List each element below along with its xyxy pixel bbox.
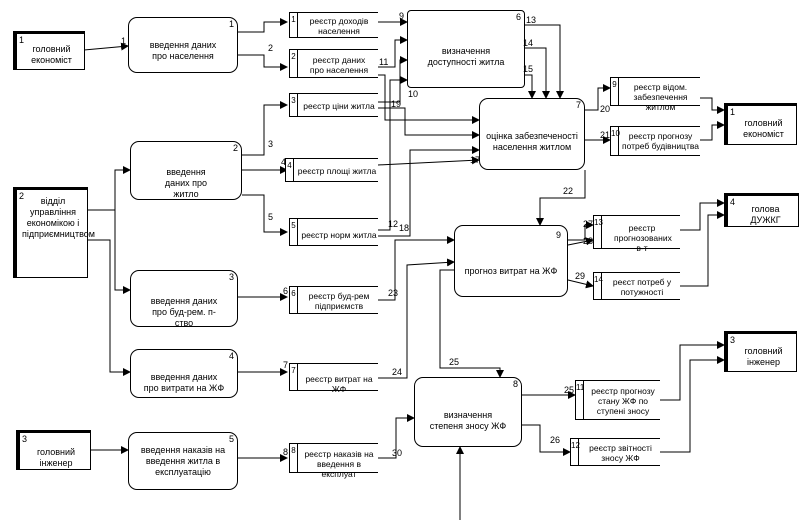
- flow-24: [378, 262, 454, 378]
- flow-dept-p3: [88, 210, 130, 290]
- store-9: 9 реєстр відом. забезпечення житлом: [610, 77, 700, 106]
- store-6: 6 реєстр буд-рем підприємств: [289, 286, 378, 314]
- store-5: 5 реєстр норм житла: [289, 218, 378, 246]
- external-entity-chief-economist-top: 1 головний економіст: [13, 31, 85, 70]
- store-1: 1 реєстр доходів населення: [289, 12, 378, 38]
- flow-dept-p4: [88, 240, 130, 372]
- flow-label-6: 6: [283, 286, 289, 296]
- store-12: 12 реєстр звітності зносу ЖФ: [570, 438, 660, 466]
- flow-s10-econ: [700, 125, 724, 140]
- store-4: 4 реєстр площі житла: [285, 158, 378, 182]
- store-8: 8 реєстр наказів на введення в експлуат: [289, 443, 378, 473]
- flow-label-25-upper: 25: [449, 357, 460, 367]
- flow-label-3: 3: [268, 139, 274, 149]
- flow-s12-eng: [660, 360, 724, 452]
- flow-label-9: 9: [399, 11, 405, 21]
- flow-2: [238, 55, 287, 67]
- flow-17: [378, 160, 479, 165]
- process-9: 9 прогноз витрат на ЖФ: [454, 225, 568, 297]
- process-1: 1 введення даних про населення: [128, 17, 238, 73]
- flow-label-15: 15: [523, 64, 534, 74]
- store-13: 13 реєстр прогнозованих в-т: [593, 215, 680, 249]
- flow-label-20: 20: [600, 104, 611, 114]
- process-2: 2 введення даних про житло: [130, 141, 242, 200]
- flow-26: [522, 425, 570, 452]
- flow-label-22: 22: [563, 186, 574, 196]
- flow-19: [378, 108, 479, 135]
- process-6: 6 визначення доступності житла: [407, 10, 525, 88]
- flow-label-11: 11: [379, 57, 389, 67]
- flow-22: [540, 170, 585, 225]
- flow-3: [242, 105, 287, 155]
- flow-label-5: 5: [268, 212, 274, 222]
- process-3: 3 введення даних про буд-рем. п-ство: [130, 270, 238, 327]
- flow-label-28: 28: [583, 236, 594, 246]
- flow-13: [525, 25, 560, 98]
- external-entity-economy-dept: 2 відділ управління економікою і підприємництвом: [13, 187, 88, 278]
- flow-label-18: 18: [399, 223, 410, 233]
- external-entity-chief-engineer-right: 3 головний інженер: [724, 331, 797, 372]
- flow-label-17: 17: [470, 155, 481, 165]
- external-entity-dujkg-head: 4 голова ДУЖКГ: [724, 193, 799, 227]
- flow-label-8: 8: [283, 447, 289, 457]
- flow-5: [242, 195, 287, 232]
- store-11: 11 реєстр прогнозу стану ЖФ по ступені зносу: [575, 380, 660, 420]
- process-7: 7 оцінка забезпеченості населення житлом: [479, 98, 585, 170]
- store-3: 3 реєстр ціни житла: [289, 93, 378, 117]
- flow-label-29: 29: [575, 271, 586, 281]
- flow-label-30: 30: [392, 448, 403, 458]
- flow-s9-econ: [700, 98, 724, 110]
- flow-p1-s1: [238, 22, 287, 32]
- flow-15: [525, 75, 532, 98]
- store-2: 2 реєстр даних про населення: [289, 49, 378, 78]
- store-10: 10 реєстр прогнозу потреб будівництва: [610, 126, 700, 156]
- flow-label-10: 10: [408, 89, 419, 99]
- flow-s14-dujkg: [680, 215, 724, 286]
- flow-label-14: 14: [523, 38, 534, 48]
- flow-label-27: 27: [583, 219, 594, 229]
- flow-s11-eng: [660, 345, 724, 400]
- store-14: 14 реєст потреб у потужності: [593, 272, 680, 300]
- flow-label-7: 7: [283, 360, 289, 370]
- flow-label-23: 23: [388, 288, 399, 298]
- flow-label-19: 19: [391, 99, 402, 109]
- process-8: 8 визначення степеня зносу ЖФ: [414, 377, 522, 447]
- store-7: 7 реєстр витрат на ЖФ: [289, 363, 378, 391]
- process-5: 5 введення наказів на введення житла в експлуатацію: [128, 432, 238, 490]
- flow-label-12: 12: [388, 219, 399, 229]
- flow-label-21: 21: [600, 130, 611, 140]
- flow-label-13: 13: [526, 15, 537, 25]
- flow-label-4: 4: [281, 157, 287, 167]
- external-entity-chief-engineer-bottom: 3 головний інженер: [16, 430, 91, 470]
- flow-label-2: 2: [268, 43, 274, 53]
- flow-label-1: 1: [121, 36, 127, 46]
- flow-label-25-lower: 25: [564, 385, 575, 395]
- external-entity-chief-economist-right: 1 головний економіст: [724, 103, 797, 145]
- flow-1: [84, 46, 128, 50]
- flow-dept-p2: [88, 170, 130, 210]
- process-4: 4 введення даних про витрати на ЖФ: [130, 349, 238, 398]
- flow-label-26: 26: [550, 435, 561, 445]
- flow-label-24: 24: [392, 367, 403, 377]
- flow-s13-dujkg: [680, 203, 724, 230]
